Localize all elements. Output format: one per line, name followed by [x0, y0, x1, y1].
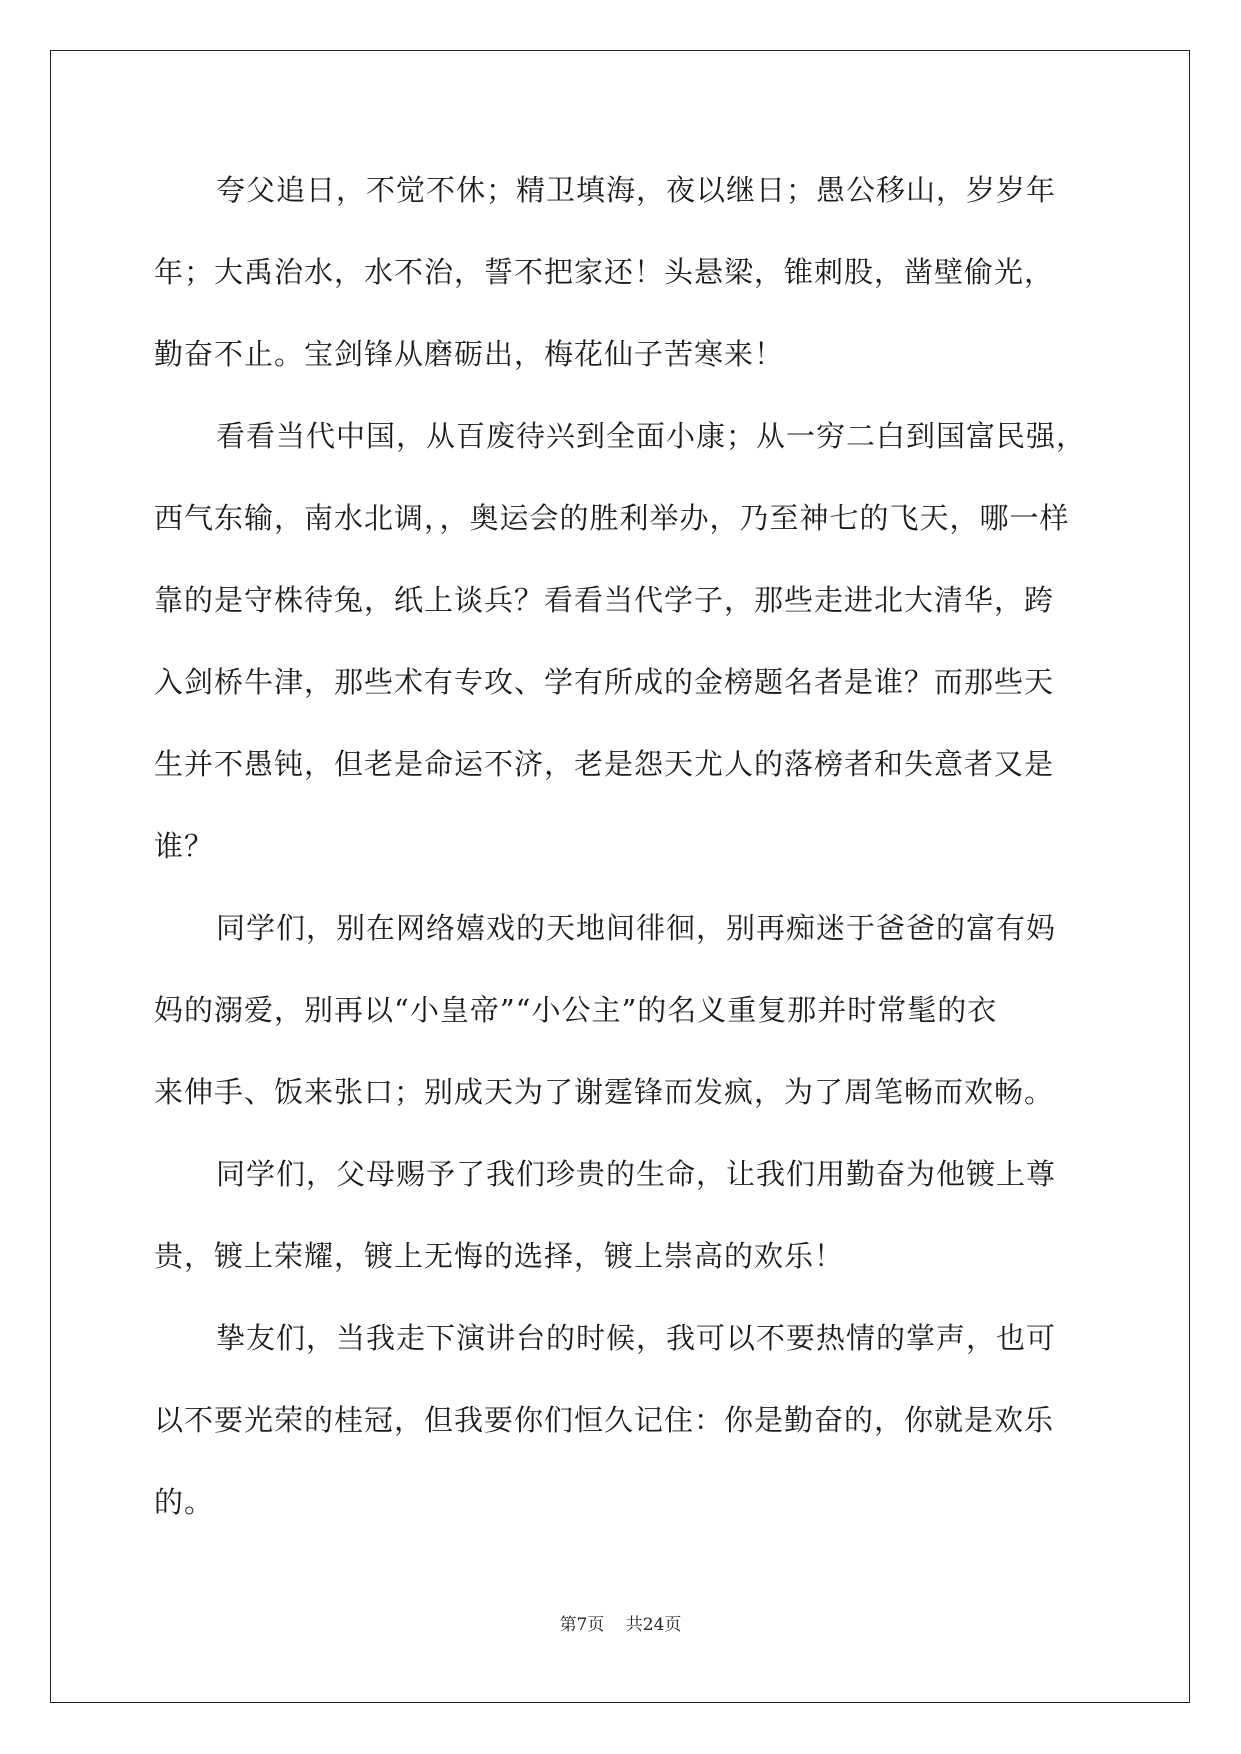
page-total: 共24页: [625, 1615, 682, 1635]
text-line: 西气东输，南水北调，，奥运会的胜利举办，乃至神七的飞天，哪一样: [154, 501, 1070, 535]
text-line: 靠的是守株待兔，纸上谈兵？看看当代学子，那些走进北大清华，跨: [154, 583, 1055, 617]
page-number: 第7页: [559, 1615, 605, 1635]
text-line: 妈的溺爱，别再以“小皇帝”“小公主”的名义重复那并时常髦的衣: [154, 993, 998, 1027]
text-line: 挚友们，当我走下演讲台的时候，我可以不要热情的掌声，也可: [216, 1321, 1057, 1355]
text-line: 生并不愚钝，但老是命运不济，老是怨天尤人的落榜者和失意者又是: [154, 747, 1055, 781]
text-line: 谁？: [154, 829, 215, 863]
text-line: 以不要光荣的桂冠，但我要你们恒久记住：你是勤奋的，你就是欢乐: [154, 1403, 1055, 1437]
text-line: 看看当代中国，从百废待兴到全面小康；从一穷二白到国富民强，: [216, 419, 1087, 453]
document-body: [154, 160, 1094, 1554]
text-line: 夸父追日，不觉不休；精卫填海，夜以继日；愚公移山，岁岁年: [216, 173, 1057, 207]
text-line: 来伸手、饭来张口；别成天为了谢霆锋而发疯，为了周笔畅而欢畅。: [154, 1075, 1055, 1109]
text-line: 入剑桥牛津，那些术有专攻、学有所成的金榜题名者是谁？而那些天: [154, 665, 1055, 699]
page-footer: [0, 1610, 1241, 1635]
text-line: 勤奋不止。宝剑锋从磨砺出，梅花仙子苦寒来！: [154, 337, 785, 371]
text-line: 年；大禹治水，水不治，誓不把家还！头悬梁，锥刺股，凿壁偷光，: [154, 255, 1055, 289]
text-line: 同学们，父母赐予了我们珍贵的生命，让我们用勤奋为他镀上尊: [216, 1157, 1057, 1191]
text-line: 贵，镀上荣耀，镀上无悔的选择，镀上崇高的欢乐！: [154, 1239, 845, 1273]
text-line: 同学们，别在网络嬉戏的天地间徘徊，别再痴迷于爸爸的富有妈: [216, 911, 1057, 945]
text-line: 的。: [154, 1485, 215, 1519]
